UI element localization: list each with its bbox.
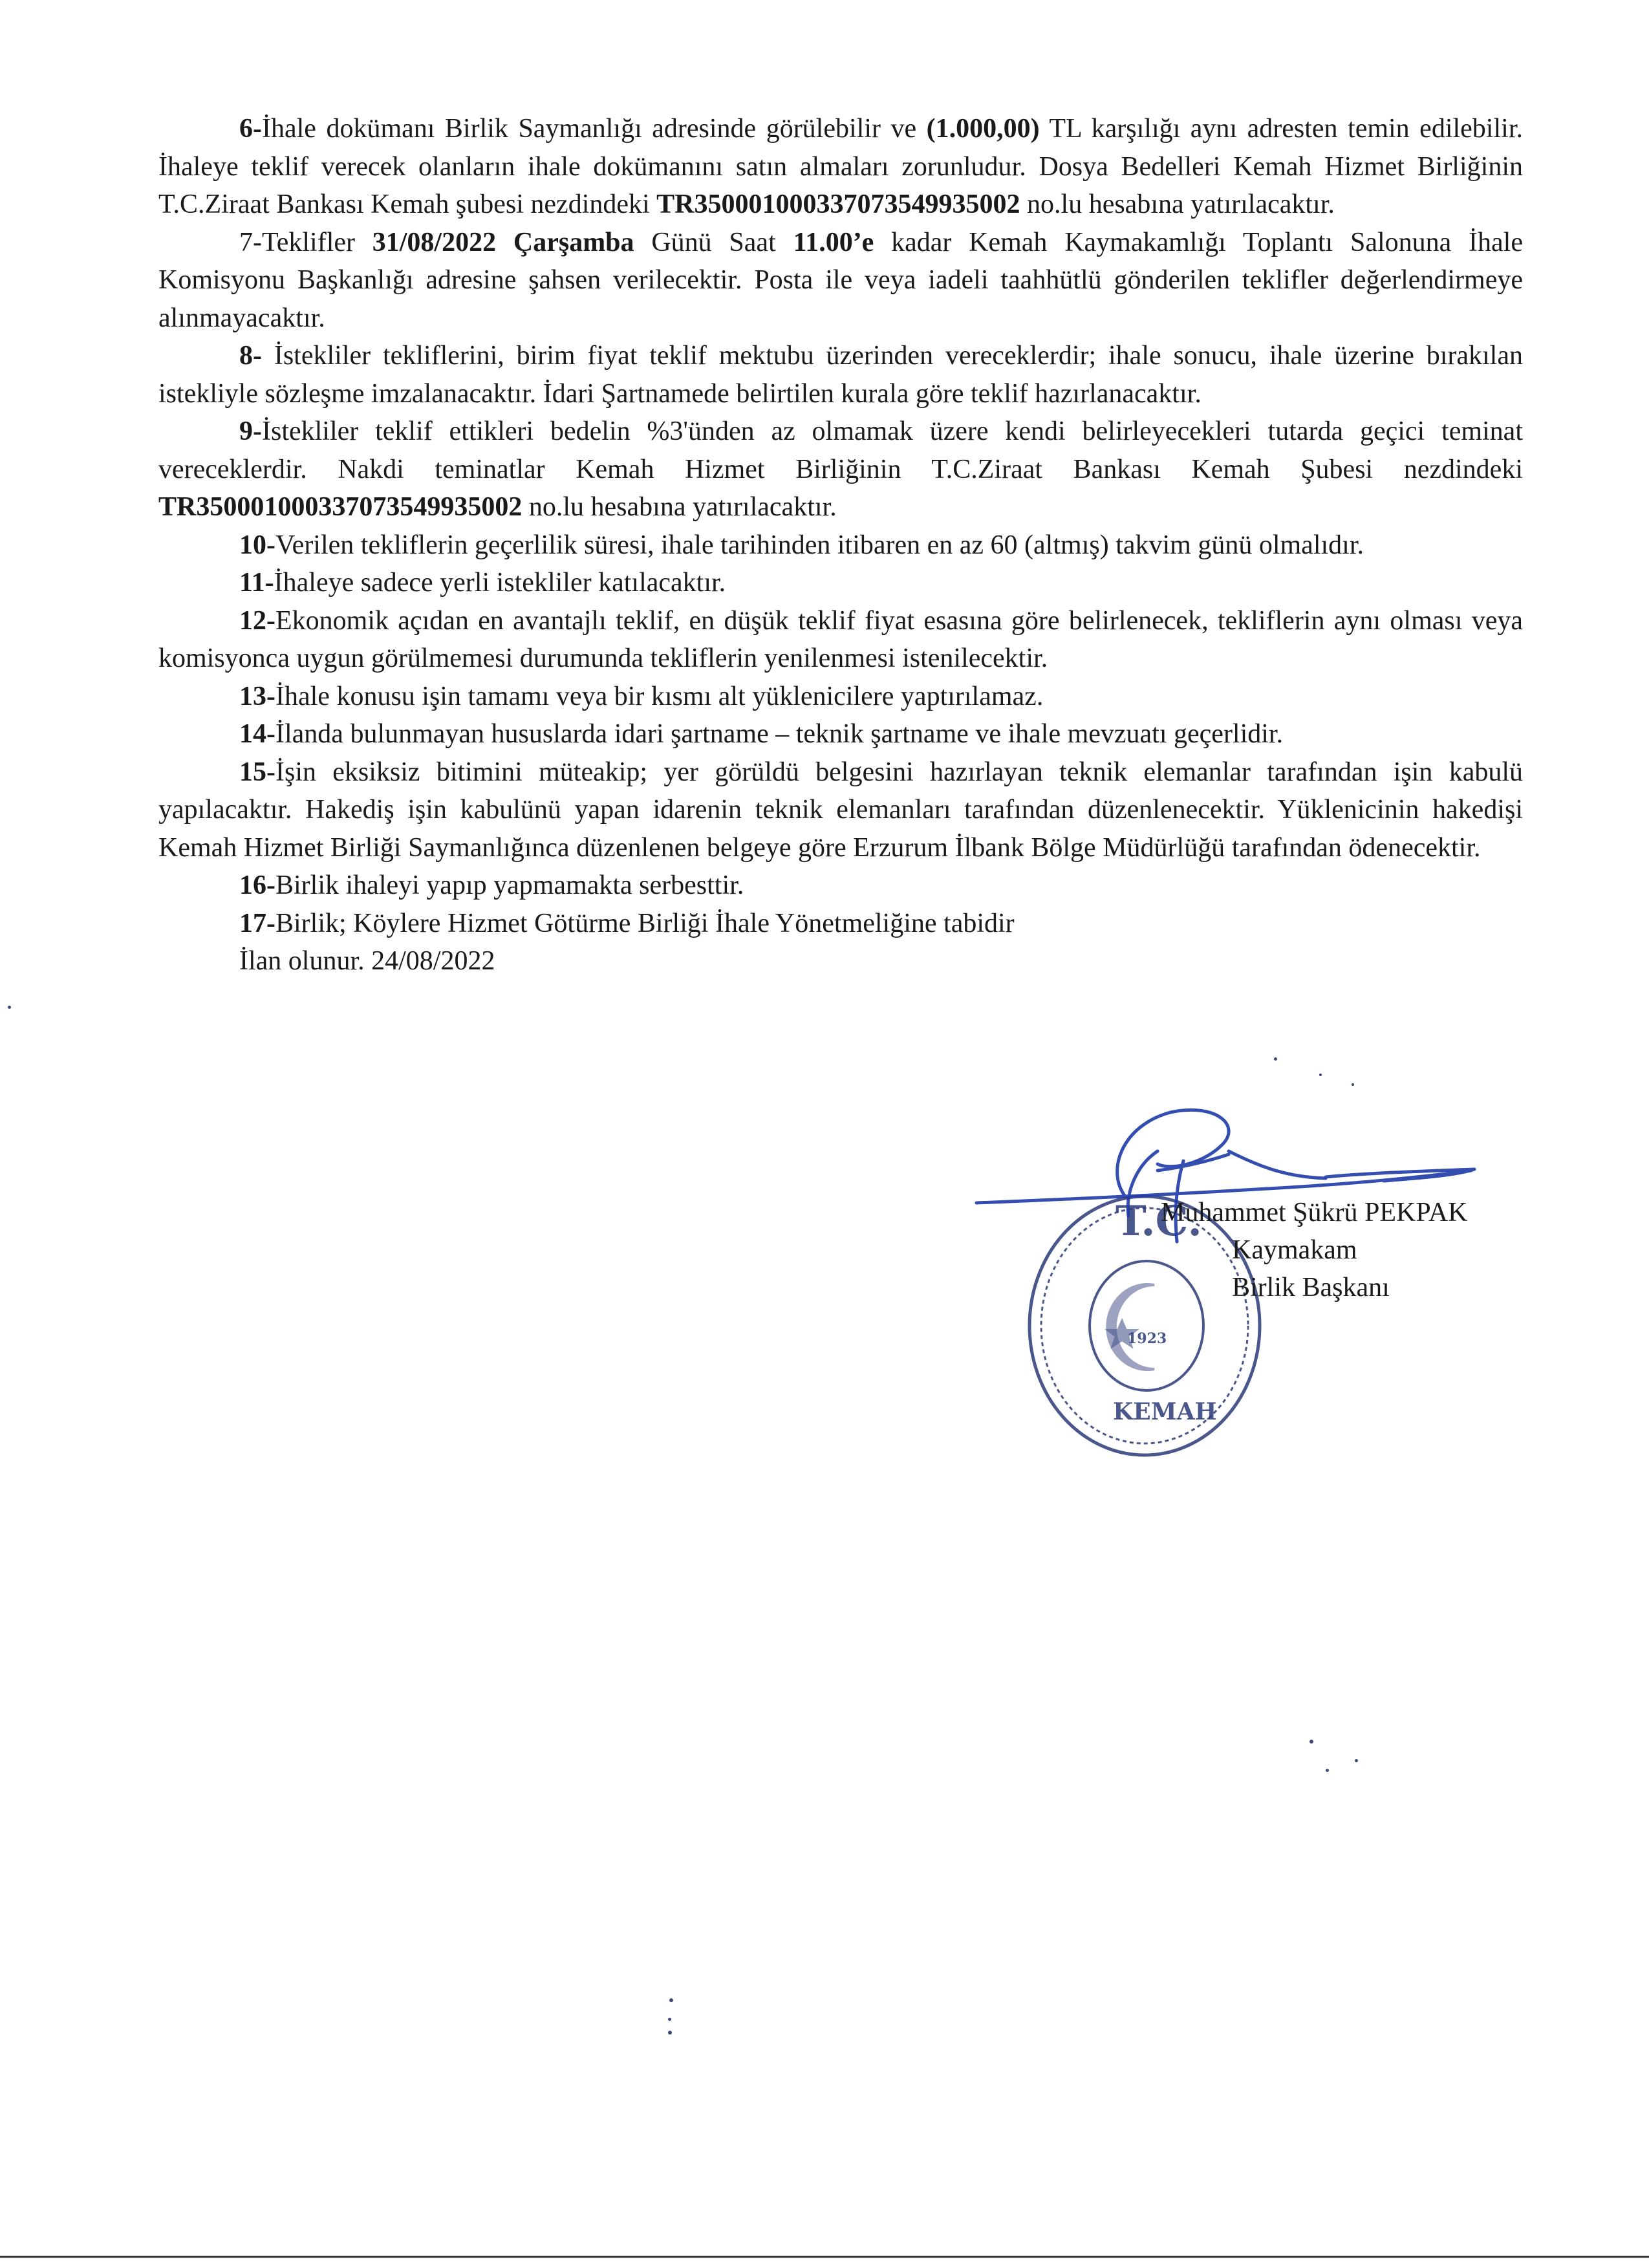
item-number: 12- (239, 605, 275, 636)
item-9 (158, 413, 1523, 526)
seal-year: 1923 (1127, 1330, 1167, 1347)
scan-speck (668, 2031, 672, 2035)
item-text: Günü Saat (634, 227, 793, 257)
scan-speck (1274, 1057, 1277, 1061)
scan-speck (1352, 1083, 1354, 1086)
tender-time: 11.00’e (793, 227, 874, 257)
item-7 (158, 224, 1523, 338)
item-number: 9- (239, 416, 262, 446)
item-6 (158, 110, 1523, 224)
item-text: Birlik ihaleyi yapıp yapmamakta serbesttir. (275, 870, 744, 900)
item-number: 13- (239, 681, 275, 711)
item-text: İhale konusu işin tamamı veya bir kısmı alt yüklenicilere yaptırılamaz. (275, 681, 1044, 711)
closing-line: İlan olunur. 24/08/2022 (239, 946, 495, 976)
item-10 (158, 526, 1523, 565)
item-17 (158, 905, 1523, 943)
signatory-title: Kaymakam (1232, 1235, 1357, 1265)
item-text: İlanda bulunmayan hususlarda idari şartname – teknik şartname ve ihale mevzuatı geçerlidir. (275, 719, 1284, 749)
document-fee: (1.000,00) (926, 114, 1040, 144)
item-15 (158, 753, 1523, 867)
item-text: Teklifler (262, 227, 372, 257)
iban-number: TR350001000337073549935002 (158, 492, 523, 522)
item-text: İstekliler teklif ettikleri bedelin %3'ünden az olmamak üzere kendi belirleyecekleri tutarda geçici teminat vereceklerdir. Nakdi teminatlar Kemah Hizmet Birliğinin T.C.Ziraat Bankası Kemah Şubesi nezdindeki (158, 416, 1523, 484)
item-12 (158, 602, 1523, 678)
item-text: İhaleye sadece yerli istekliler katılacaktır. (274, 568, 726, 598)
scan-speck (1355, 1759, 1358, 1762)
iban-number: TR350001000337073549935002 (656, 189, 1020, 219)
item-11 (158, 564, 1523, 602)
item-text: İhale dokümanı Birlik Saymanlığı adresinde görülebilir ve (262, 114, 927, 144)
scan-speck (1310, 1740, 1313, 1744)
item-number: 14- (239, 719, 275, 749)
item-text: TL karşılığı aynı adresten temin edilebilir. İhaleye teklif verecek olanların ihale dokümanını satın almaları zorunludur. Dosya Bedelleri Kemah Hizmet Birliğinin T.C.Ziraat Bankası Kemah şubesi nezdindeki (158, 114, 1523, 219)
item-text: İşin eksiksiz bitimini müteakip; yer görüldü belgesini hazırlayan teknik elemanlar tarafından işin kabulü yapılacaktır. Hakediş işin kabulünü yapan idarenin teknik elemanları tarafından düzenlenecektir. Yüklenicinin hakedişi Kemah Hizmet Birliği Saymanlığınca düzenlenen belgeye göre Erzurum İlbank Bölge Müdürlüğü tarafından ödenecektir. (158, 757, 1523, 863)
item-number: 6- (239, 114, 262, 144)
signatory-name: Muhammet Şükrü PEKPAK (1161, 1198, 1468, 1227)
scan-speck (669, 1998, 673, 2002)
item-number: 17- (239, 908, 275, 938)
item-text: kadar Kemah Kaymakamlığı Toplantı Salonuna İhale Komisyonu Başkanlığı adresine şahsen verilecektir. Posta ile veya iadeli taahhütlü gönderilen teklifler değerlendirmeye alınmayacaktır. (158, 227, 1523, 333)
scan-speck (1326, 1769, 1329, 1772)
item-text: Verilen tekliflerin geçerlilik süresi, ihale tarihinden itibaren en az 60 (altmış) takvim günü olmalıdır. (275, 530, 1364, 560)
signature-block (1161, 1194, 1468, 1306)
item-number: 15- (239, 757, 275, 787)
seal-top-text: T.C. (1116, 1197, 1202, 1246)
item-number: 10- (239, 530, 275, 560)
item-text: İstekliler tekliflerini, birim fiyat teklif mektubu üzerinden vereceklerdir; ihale sonucu, ihale üzerine bırakılan istekliyle sözleşme imzalanacaktır. İdari Şartnamede belirtilen kurala göre teklif hazırlanacaktır. (158, 341, 1523, 409)
announcement-body (158, 110, 1523, 980)
item-number: 7- (239, 227, 262, 257)
item-number: 16- (239, 870, 275, 900)
scan-speck (1319, 1074, 1322, 1076)
seal-bottom-text: KEMAH (1113, 1398, 1217, 1425)
item-text: no.lu hesabına yatırılacaktır. (522, 492, 837, 522)
item-14 (158, 715, 1523, 753)
item-text: Birlik; Köylere Hizmet Götürme Birliği İhale Yönetmeliğine tabidir (275, 908, 1015, 938)
item-number: 8- (239, 341, 262, 371)
item-text: no.lu hesabına yatırılacaktır. (1020, 189, 1335, 219)
item-13 (158, 678, 1523, 716)
scan-speck (668, 2018, 671, 2021)
item-text: Ekonomik açıdan en avantajlı teklif, en düşük teklif fiyat esasına göre belirlenecek, tekliflerin aynı olması veya komisyonca uygun görülmemesi durumunda tekliflerin yenilenmesi istenilecektir. (158, 605, 1523, 673)
scan-speck (8, 1006, 11, 1009)
item-16 (158, 867, 1523, 905)
signatory-role: Birlik Başkanı (1232, 1273, 1390, 1302)
item-8 (158, 337, 1523, 413)
scan-edge-line (0, 2256, 1649, 2258)
item-number: 11- (239, 568, 274, 598)
tender-date: 31/08/2022 Çarşamba (372, 227, 634, 257)
